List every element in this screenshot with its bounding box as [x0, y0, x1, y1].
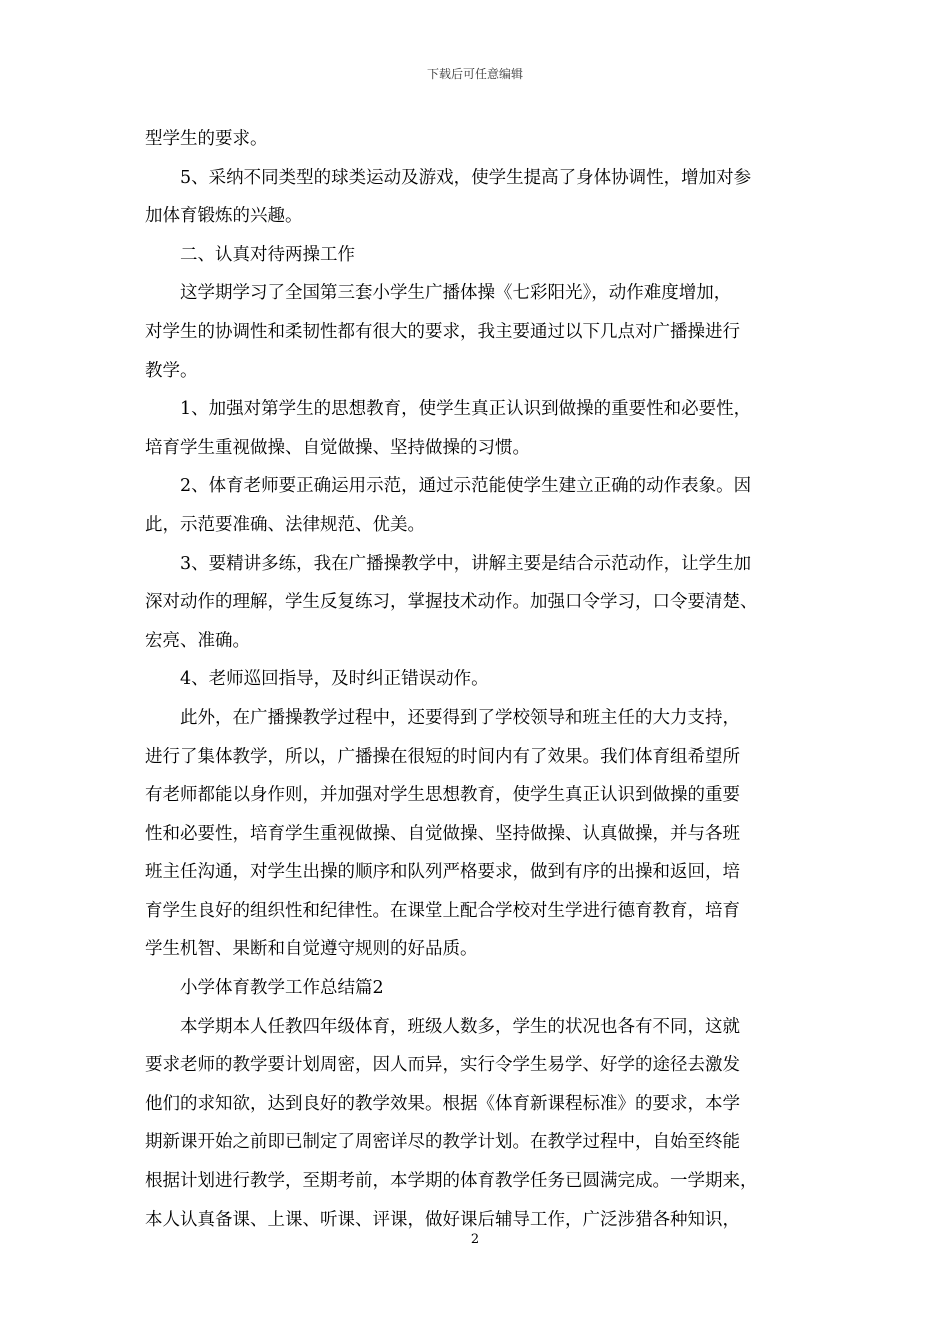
section-title: 小学体育教学工作总结篇2	[145, 978, 384, 999]
page-header: 下载后可任意编辑	[426, 67, 523, 81]
text-line: 此，示范要准确、法律规范、优美。	[145, 514, 425, 535]
text-line: 性和必要性，培育学生重视做操、自觉做操、坚持做操、认真做操，并与各班	[145, 823, 740, 844]
text-line: 深对动作的理解，学生反复练习，掌握技术动作。加强口令学习，口令要清楚、	[145, 592, 758, 613]
section-heading: 二、认真对待两操工作	[145, 244, 355, 265]
text-line: 进行了集体教学，所以，广播操在很短的时间内有了效果。我们体育组希望所	[145, 746, 740, 767]
text-line: 根据计划进行教学，至期考前，本学期的体育教学任务已圆满完成。一学期来，	[145, 1171, 758, 1192]
text-line: 本学期本人任教四年级体育，班级人数多，学生的状况也各有不同，这就	[145, 1016, 740, 1037]
text-line: 2、体育老师要正确运用示范，通过示范能使学生建立正确的动作表象。因	[145, 476, 752, 497]
text-line: 培育学生重视做操、自觉做操、坚持做操的习惯。	[145, 437, 530, 458]
text-line: 他们的求知欲，达到良好的教学效果。根据《体育新课程标准》的要求，本学	[145, 1093, 740, 1114]
text-line: 本人认真备课、上课、听课、评课，做好课后辅导工作，广泛涉猎各种知识，	[145, 1209, 740, 1230]
text-line: 4、老师巡回指导，及时纠正错误动作。	[145, 669, 489, 690]
text-line: 有老师都能以身作则，并加强对学生思想教育，使学生真正认识到做操的重要	[145, 785, 740, 806]
text-line: 教学。	[145, 360, 198, 381]
text-line: 宏亮、准确。	[145, 630, 250, 651]
text-line: 育学生良好的组织性和纪律性。在课堂上配合学校对生学进行德育教育，培育	[145, 900, 740, 921]
text-line: 这学期学习了全国第三套小学生广播体操《七彩阳光》，动作难度增加，	[145, 283, 732, 304]
text-line: 对学生的协调性和柔韧性都有很大的要求，我主要通过以下几点对广播操进行	[145, 321, 740, 342]
text-line: 型学生的要求。	[145, 129, 268, 149]
text-line: 班主任沟通，对学生出操的顺序和队列严格要求，做到有序的出操和返回，培	[145, 862, 740, 883]
text-line: 此外，在广播操教学过程中，还要得到了学校领导和班主任的大力支持，	[145, 707, 740, 728]
text-line: 3、要精讲多练，我在广播操教学中，讲解主要是结合示范动作，让学生加	[145, 553, 752, 574]
text-line: 期新课开始之前即已制定了周密详尽的教学计划。在教学过程中，自始至终能	[145, 1132, 740, 1153]
text-line: 学生机智、果断和自觉遵守规则的好品质。	[145, 939, 478, 960]
text-line: 加体育锻炼的兴趣。	[145, 206, 303, 227]
page-number: 2	[470, 1232, 480, 1247]
text-line: 要求老师的教学要计划周密，因人而异，实行令学生易学、好学的途径去激发	[145, 1055, 740, 1076]
document-body	[145, 120, 825, 1239]
text-line: 5、采纳不同类型的球类运动及游戏，使学生提高了身体协调性，增加对参	[145, 167, 752, 188]
text-line: 1、加强对第学生的思想教育，使学生真正认识到做操的重要性和必要性，	[145, 399, 752, 420]
